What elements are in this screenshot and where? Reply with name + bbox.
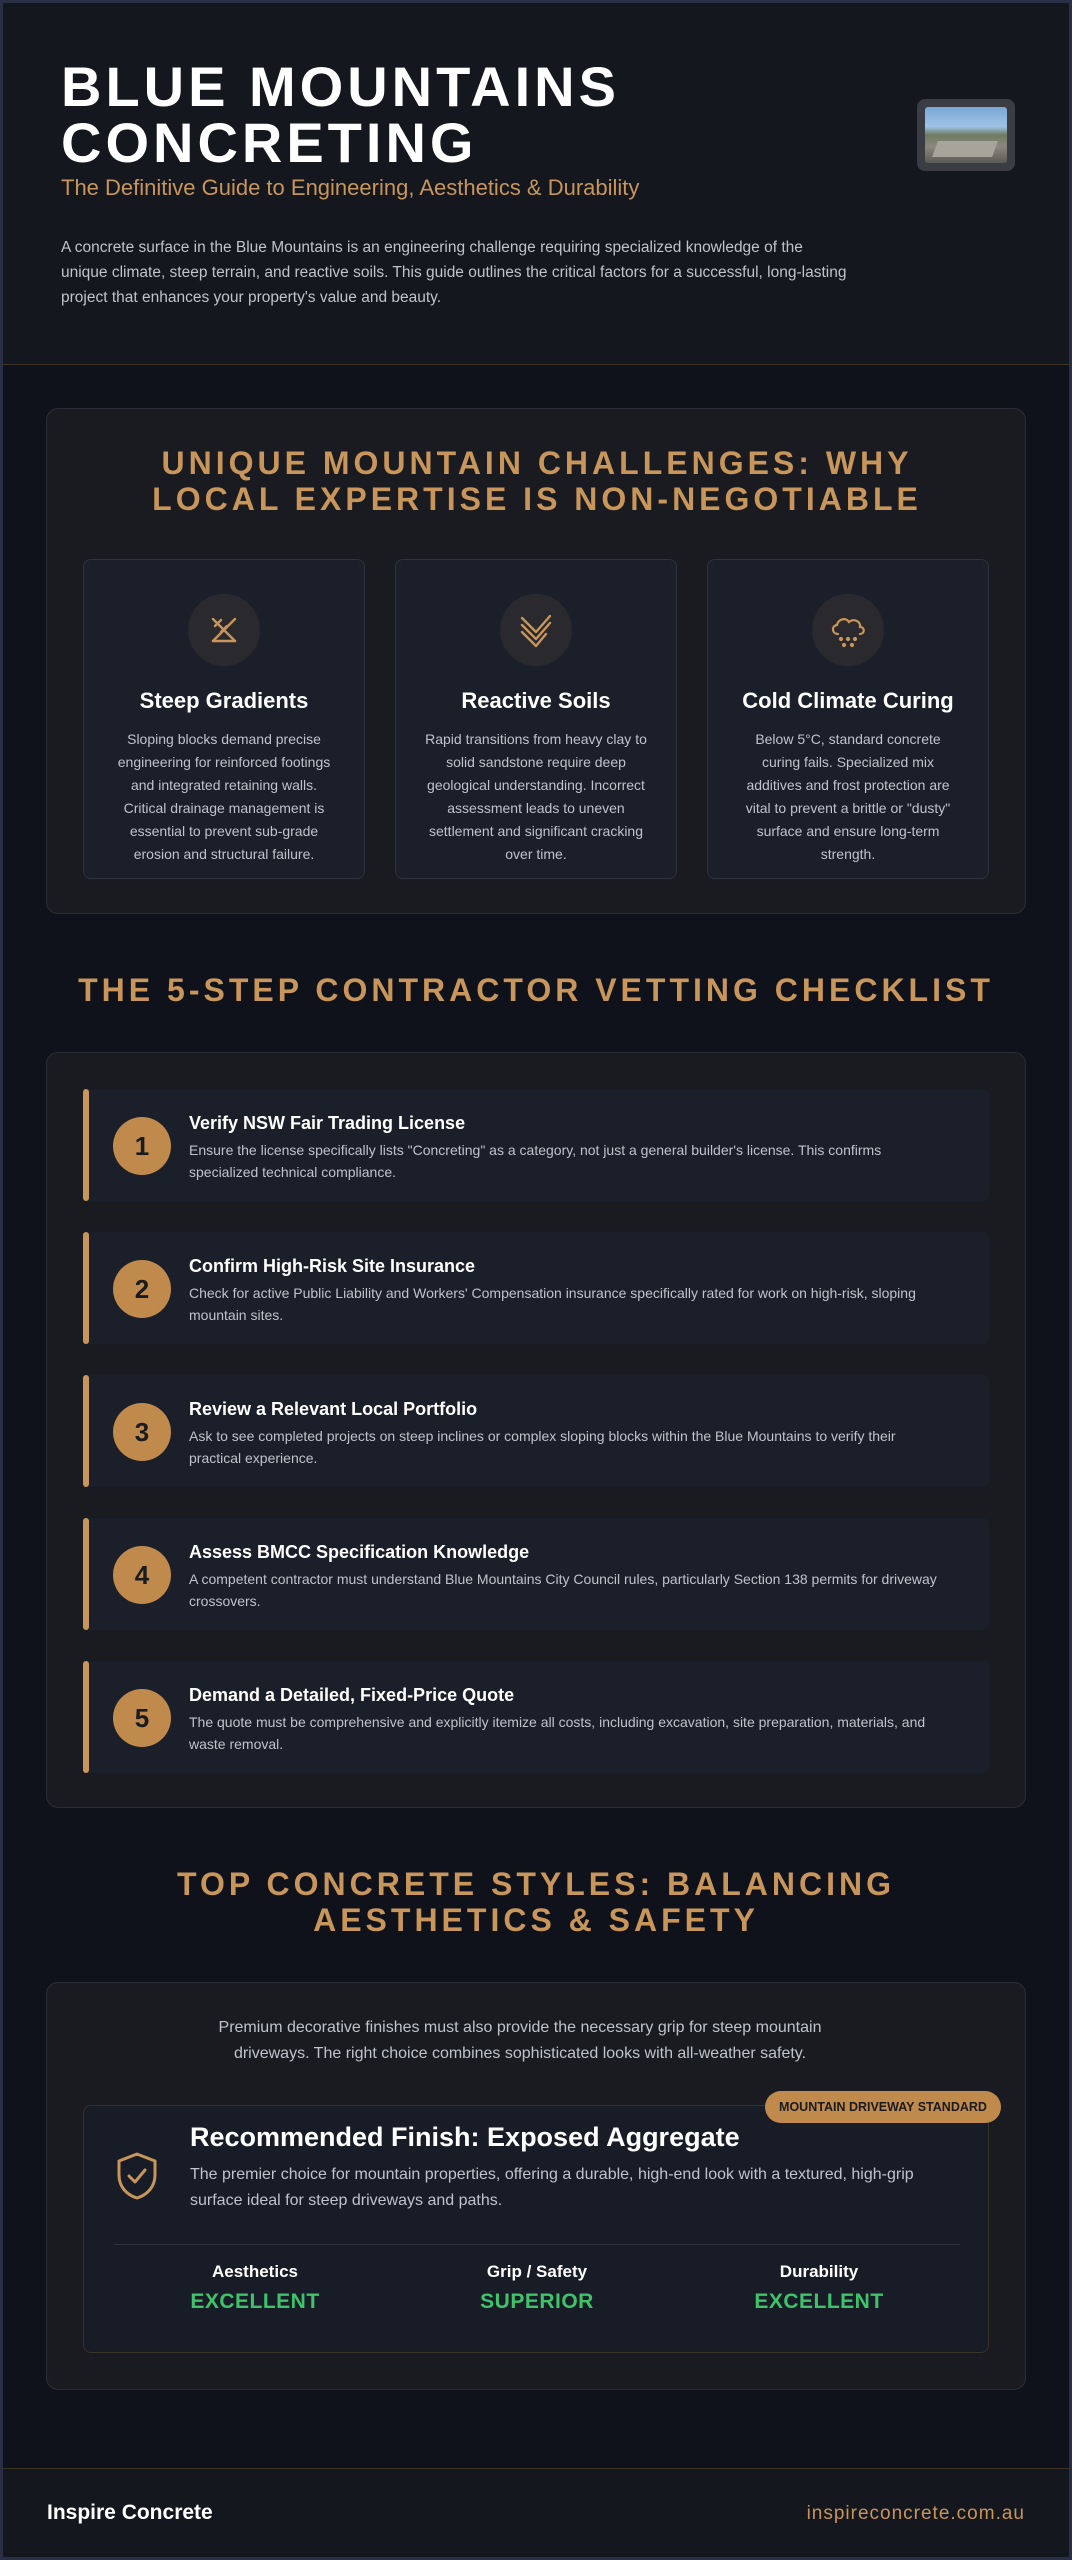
footer-website-link[interactable]: inspireconcrete.com.au — [806, 2503, 1025, 2524]
step-title: Verify NSW Fair Trading License — [189, 1113, 466, 1133]
checklist-section — [46, 1052, 1026, 1808]
checklist-step — [83, 1518, 989, 1630]
footer — [3, 2468, 1069, 2557]
checklist-step — [83, 1375, 989, 1487]
metric-label: Aesthetics — [212, 2262, 298, 2281]
finish-title: Recommended Finish: Exposed Aggregate — [190, 2122, 740, 2152]
metric-grip-safety — [396, 2262, 678, 2314]
finish-text: The premier choice for mountain properties, offering a durable, high-end look with a textured, high-grip surface ideal for steep driveways and paths. — [190, 2166, 914, 2209]
step-number: 3 — [113, 1403, 171, 1461]
step-accent-bar — [83, 1661, 89, 1773]
step-text: The quote must be comprehensive and explicitly itemize all costs, including excavation, site preparation, materials, and waste removal. — [189, 1714, 926, 1752]
styles-intro: Premium decorative finishes must also provide the necessary grip for steep mountain driveways. The right choice combines sophisticated looks with all-weather safety. — [218, 2019, 822, 2062]
step-number: 2 — [113, 1260, 171, 1318]
step-accent-bar — [83, 1518, 89, 1630]
cloud-snow-icon — [812, 594, 884, 666]
step-text: Ask to see completed projects on steep inclines or complex sloping blocks within the Blue Mountains to verify their practical experience. — [189, 1428, 896, 1466]
driveway-thumbnail[interactable] — [917, 99, 1015, 171]
metric-value: EXCELLENT — [190, 2290, 320, 2313]
checklist-step — [83, 1661, 989, 1773]
metric-durability — [678, 2262, 960, 2314]
challenge-text: Rapid transitions from heavy clay to solid sandstone require deep geological understanding. Incorrect assessment leads to uneven settlement and significant cracking over time. — [425, 731, 647, 862]
page-subtitle: The Definitive Guide to Engineering, Aesthetics & Durability — [61, 175, 640, 200]
step-text: Ensure the license specifically lists "Concreting" as a category, not just a general builder's license. This confirms specialized technical compliance. — [189, 1142, 882, 1180]
divider — [114, 2244, 960, 2245]
challenge-card — [395, 559, 677, 879]
step-title: Demand a Detailed, Fixed-Price Quote — [189, 1685, 515, 1705]
intro-paragraph: A concrete surface in the Blue Mountains is an engineering challenge requiring specialized knowledge of the unique climate, steep terrain, and reactive soils. This guide outlines the critical factors for a successful, long-lasting project that enhances your property's value and beauty. — [61, 239, 847, 306]
page-title: BLUE MOUNTAINS CONCRETING — [61, 55, 620, 174]
challenge-title: Reactive Soils — [461, 688, 611, 713]
step-number: 5 — [113, 1689, 171, 1747]
checklist-step — [83, 1232, 989, 1344]
styles-section — [46, 1982, 1026, 2390]
step-accent-bar — [83, 1089, 89, 1201]
metric-value: EXCELLENT — [754, 2290, 884, 2313]
driveway-photo — [925, 107, 1007, 163]
step-accent-bar — [83, 1375, 89, 1487]
challenge-card — [707, 559, 989, 879]
step-title: Confirm High-Risk Site Insurance — [189, 1256, 476, 1276]
challenge-text: Sloping blocks demand precise engineering for reinforced footings and integrated retaining walls. Critical drainage management is essential to prevent sub-grade erosion and structural failure. — [117, 731, 331, 862]
metric-label: Grip / Safety — [486, 2262, 588, 2281]
checklist-title: THE 5-STEP CONTRACTOR VETTING CHECKLIST — [78, 972, 994, 1008]
step-accent-bar — [83, 1232, 89, 1344]
step-title: Review a Relevant Local Portfolio — [189, 1399, 478, 1419]
challenge-title: Cold Climate Curing — [742, 688, 954, 713]
challenges-title: UNIQUE MOUNTAIN CHALLENGES: WHY LOCAL EXPERTISE IS NON-NEGOTIABLE — [152, 445, 922, 517]
status-badge: MOUNTAIN DRIVEWAY STANDARD — [765, 2091, 1001, 2123]
step-number: 1 — [113, 1117, 171, 1175]
slope-icon — [188, 594, 260, 666]
challenge-title: Steep Gradients — [139, 688, 309, 713]
hero-header — [3, 3, 1069, 365]
shield-check-icon — [114, 2150, 160, 2207]
step-number: 4 — [113, 1546, 171, 1604]
challenge-text: Below 5°C, standard concrete curing fails. Specialized mix additives and frost protection are vital to prevent a brittle or "dusty" surface and ensure long-term strength. — [745, 731, 951, 862]
soil-layers-icon — [500, 594, 572, 666]
metric-label: Durability — [779, 2262, 859, 2281]
step-text: Check for active Public Liability and Workers' Compensation insurance specifically rated for work on high-risk, sloping mountain sites. — [189, 1285, 916, 1323]
step-title: Assess BMCC Specification Knowledge — [189, 1542, 530, 1562]
recommended-finish-card — [83, 2105, 989, 2353]
styles-title: TOP CONCRETE STYLES: BALANCING AESTHETICS & SAFETY — [177, 1866, 895, 1938]
challenges-section — [46, 408, 1026, 914]
checklist-step — [83, 1089, 989, 1201]
step-text: A competent contractor must understand Blue Mountains City Council rules, particularly Section 138 permits for driveway crossovers. — [189, 1571, 937, 1609]
metric-value: SUPERIOR — [480, 2290, 594, 2313]
footer-brand: Inspire Concrete — [47, 2501, 213, 2524]
challenge-card — [83, 559, 365, 879]
metric-aesthetics — [114, 2262, 396, 2314]
